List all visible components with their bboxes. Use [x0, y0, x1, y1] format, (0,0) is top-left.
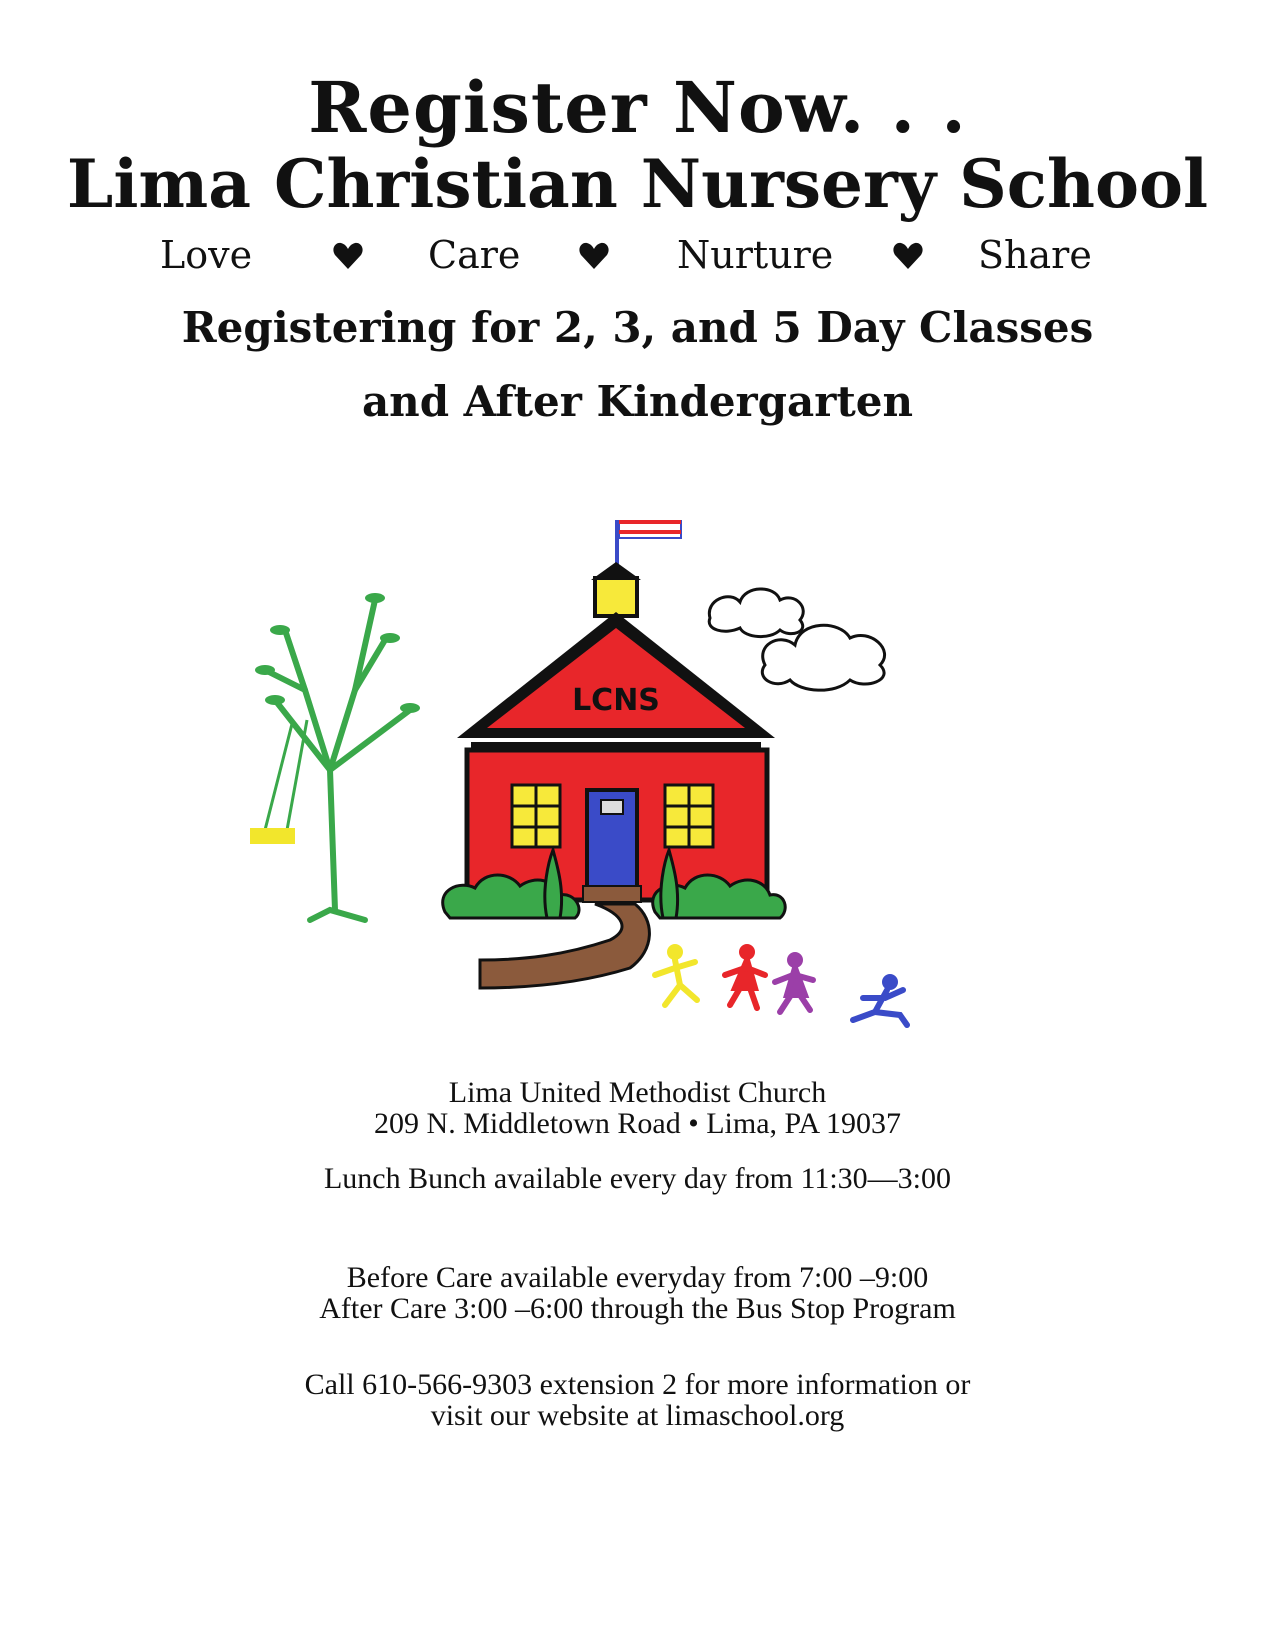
lunch-bunch: Lunch Bunch available every day from 11:30—3:00	[323, 1162, 952, 1195]
contact-website[interactable]: visit our website at limaschool.org	[430, 1399, 845, 1432]
heart-icon	[578, 240, 610, 272]
swing-seat	[250, 828, 295, 844]
before-care: Before Care available everyday from 7:00 –9:00	[346, 1261, 929, 1294]
page-title-line2: Lima Christian Nursery School	[66, 145, 1209, 223]
value-care: Care	[428, 233, 521, 277]
window-left	[512, 785, 560, 847]
value-share: Share	[978, 233, 1092, 277]
steps	[583, 886, 641, 902]
cloud	[709, 589, 884, 690]
child-red	[725, 944, 765, 1008]
church-address: 209 N. Middletown Road • Lima, PA 19037	[374, 1107, 901, 1140]
page-title-line1: Register Now. . .	[308, 66, 967, 149]
registration-line1: Registering for 2, 3, and 5 Day Classes	[181, 303, 1094, 352]
roof-sign: LCNS	[572, 683, 660, 718]
child-blue	[853, 974, 907, 1025]
value-love: Love	[160, 233, 253, 277]
heart-icon	[892, 240, 924, 272]
heart-icon	[332, 240, 364, 272]
flag	[619, 520, 681, 538]
church-name: Lima United Methodist Church	[448, 1076, 827, 1109]
window-right	[665, 785, 713, 847]
child-purple	[775, 952, 813, 1012]
contact-call: Call 610-566-9303 extension 2 for more information or	[304, 1368, 971, 1401]
after-care: After Care 3:00 –6:00 through the Bus Stop Program	[319, 1292, 956, 1325]
tree	[265, 600, 410, 920]
cupola	[595, 578, 637, 616]
registration-line2: and After Kindergarten	[361, 377, 914, 426]
value-nurture: Nurture	[677, 233, 834, 277]
schoolhouse-illustration	[235, 520, 975, 1080]
values-row	[0, 230, 1275, 280]
child-yellow	[655, 944, 697, 1005]
